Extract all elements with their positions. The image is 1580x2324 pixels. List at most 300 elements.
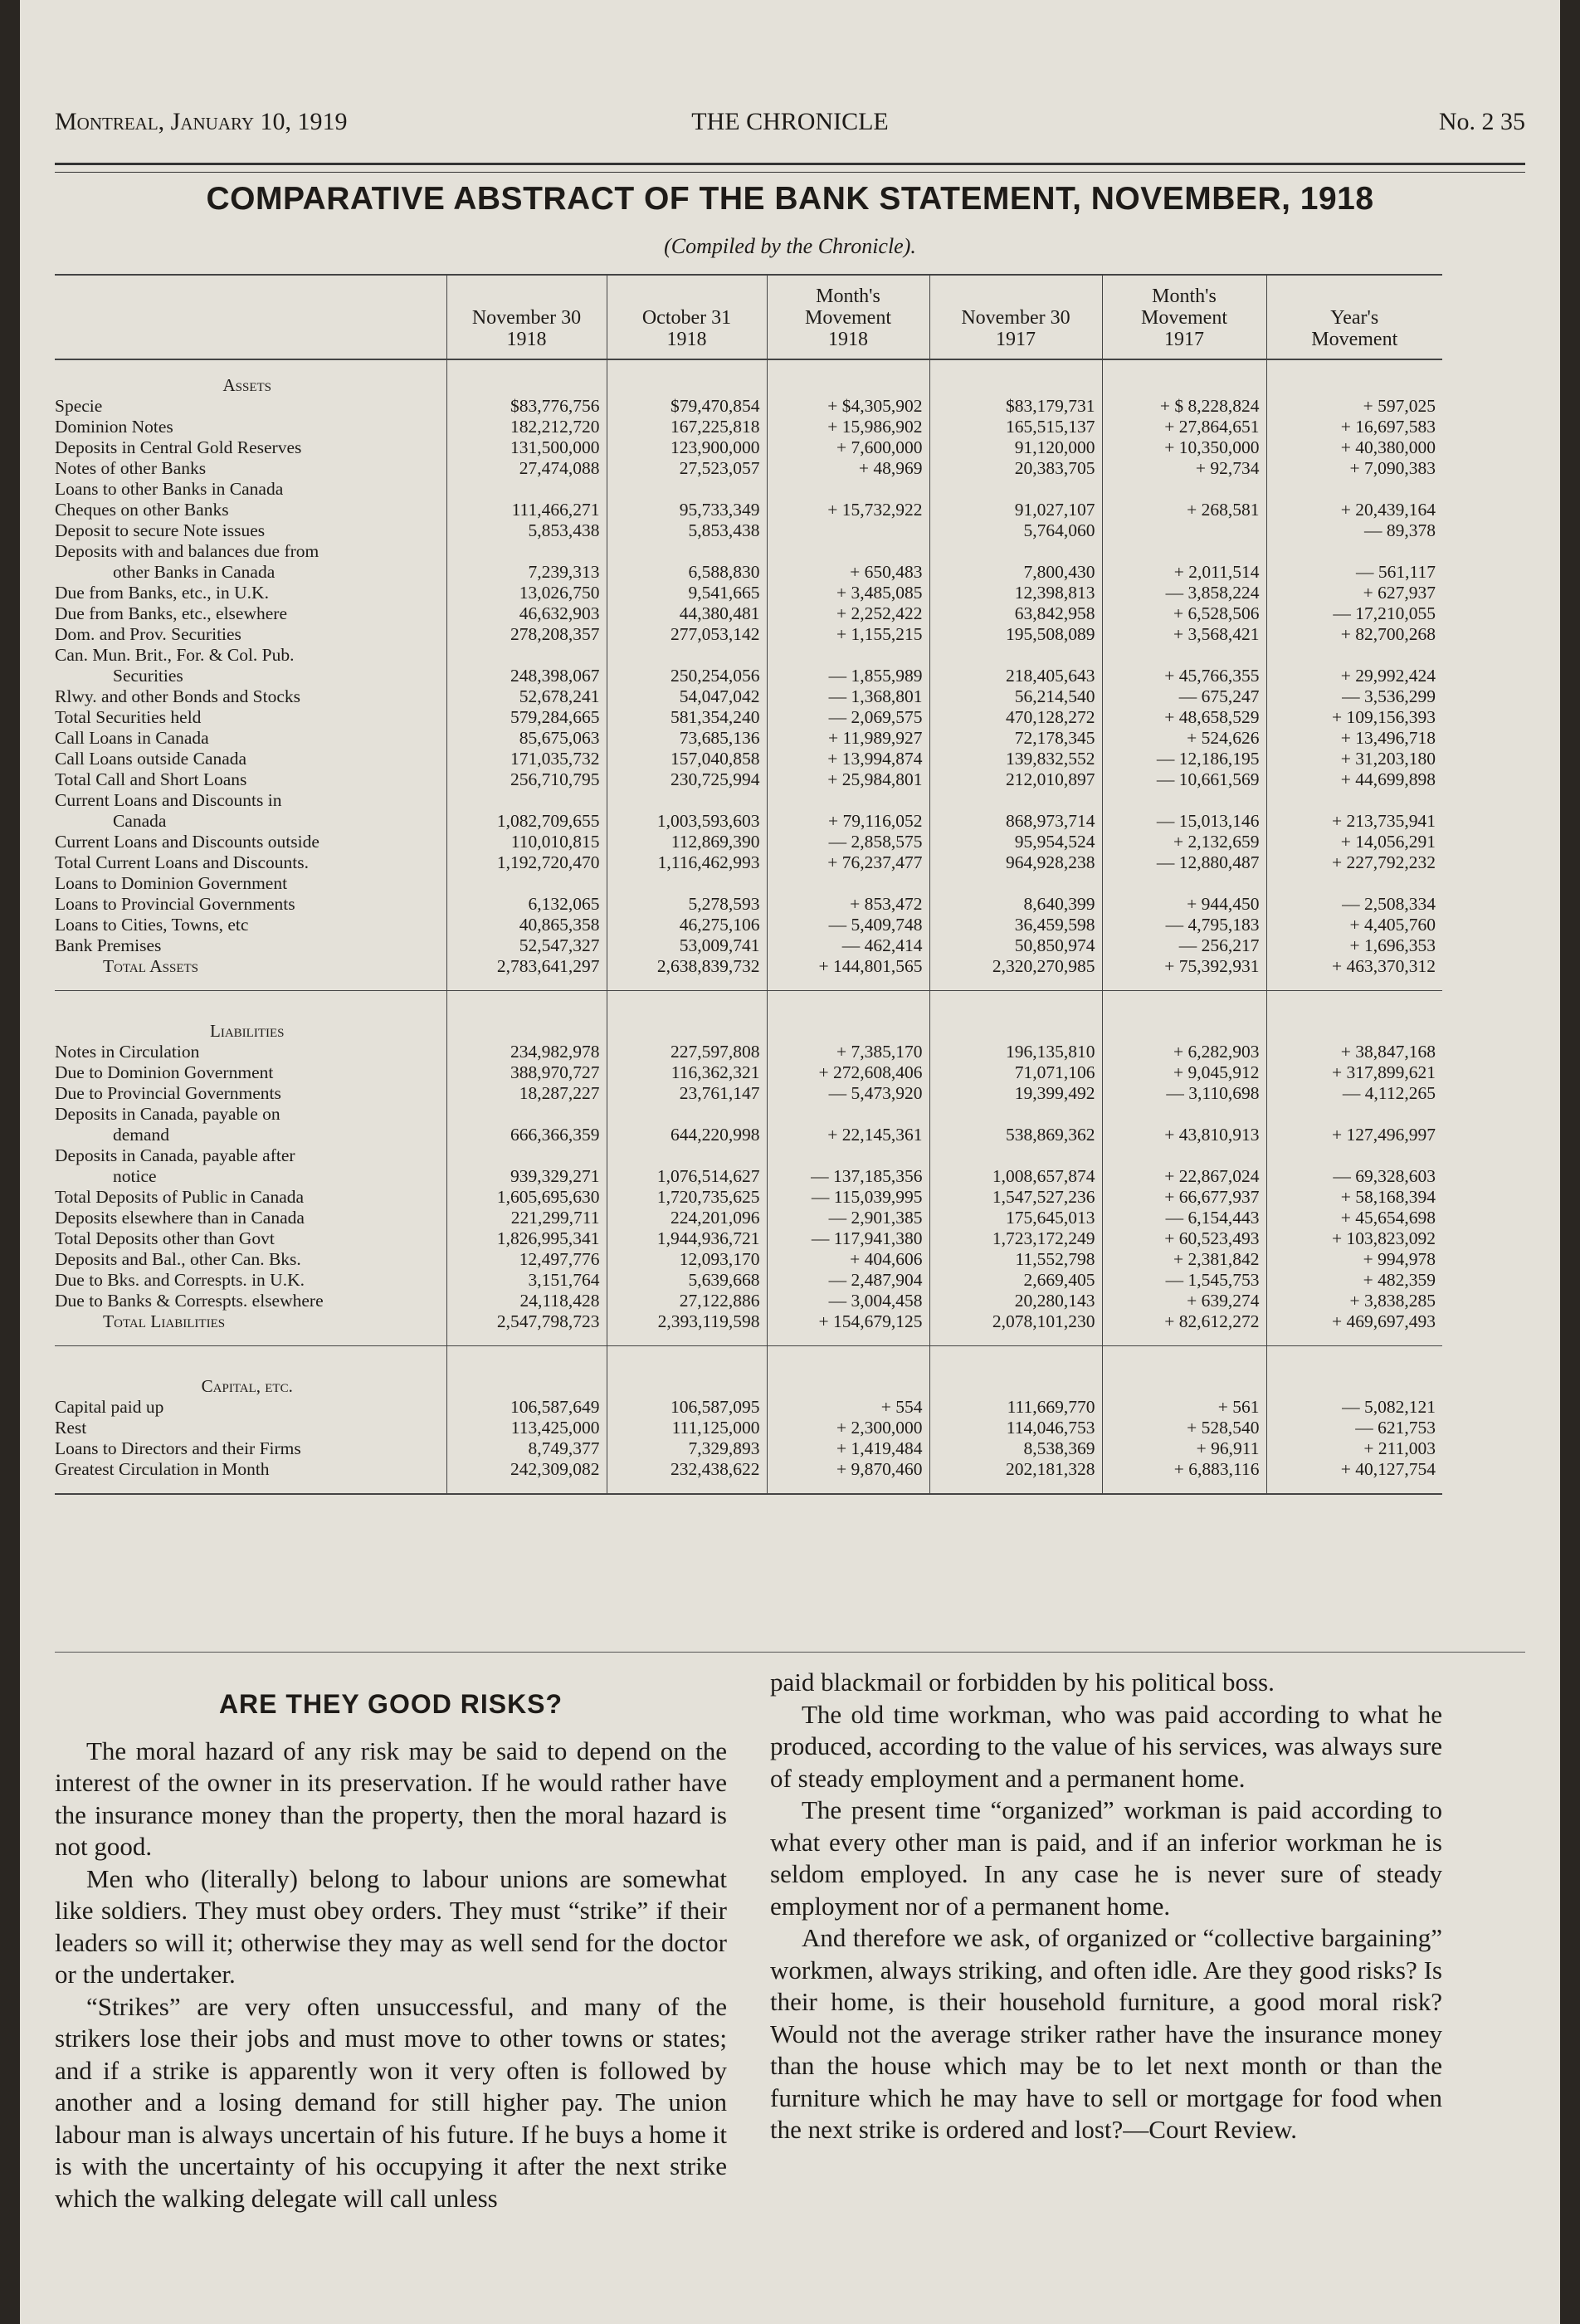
- cell-value: 27,122,886: [607, 1291, 767, 1311]
- cell-value: 40,865,358: [446, 915, 607, 935]
- cell-value: — 2,858,575: [767, 832, 929, 852]
- table-row: [55, 1397, 1442, 1418]
- cell-value: 111,466,271: [446, 500, 607, 520]
- cell-value: — 3,110,698: [1102, 1083, 1266, 1104]
- table-row: [55, 769, 1442, 790]
- row-label: Loans to Dominion Government: [55, 873, 288, 893]
- table-row: [55, 1062, 1442, 1083]
- article-separator-rule: [55, 1652, 1525, 1653]
- cell-value: — 462,414: [767, 935, 929, 956]
- row-label: Notes in Circulation: [55, 1042, 200, 1062]
- cell-value: [446, 479, 607, 500]
- row-label: Loans to Provincial Governments: [55, 894, 295, 914]
- cell-value: [446, 1145, 607, 1166]
- row-label: Deposits in Canada, payable after: [55, 1145, 295, 1165]
- cell-value: 5,853,438: [446, 520, 607, 541]
- cell-value: [607, 1104, 767, 1125]
- cell-value: 85,675,063: [446, 728, 607, 749]
- table-row: [55, 832, 1442, 852]
- row-label: other Banks in Canada: [113, 562, 276, 582]
- cell-value: [1102, 1145, 1266, 1166]
- table-row: [55, 1208, 1442, 1228]
- table-row: [55, 645, 1442, 666]
- cell-value: — 1,855,989: [767, 666, 929, 686]
- cell-value: 46,632,903: [446, 603, 607, 624]
- running-head: [55, 101, 1525, 144]
- row-label: Total Liabilities: [103, 1311, 226, 1331]
- table-header-row: [55, 275, 1442, 359]
- cell-value: 95,733,349: [607, 500, 767, 520]
- cell-value: 131,500,000: [446, 437, 607, 458]
- cell-value: [767, 873, 929, 894]
- cell-value: — 10,661,569: [1102, 769, 1266, 790]
- row-label: Call Loans in Canada: [55, 728, 209, 748]
- table-row: [55, 1291, 1442, 1311]
- cell-value: 139,832,552: [929, 749, 1102, 769]
- table-row: [55, 458, 1442, 479]
- cell-value: 24,118,428: [446, 1291, 607, 1311]
- cell-value: 50,850,974: [929, 935, 1102, 956]
- cell-value: 1,723,172,249: [929, 1228, 1102, 1249]
- cell-value: — 1,545,753: [1102, 1270, 1266, 1291]
- table-row: [55, 520, 1442, 541]
- cell-value: 579,284,665: [446, 707, 607, 728]
- cell-value: 72,178,345: [929, 728, 1102, 749]
- cell-value: 91,120,000: [929, 437, 1102, 458]
- cell-value: + 6,883,116: [1102, 1459, 1266, 1494]
- row-label: Due to Provincial Governments: [55, 1083, 281, 1103]
- row-label: Bank Premises: [55, 935, 162, 955]
- row-label: Cheques on other Banks: [55, 500, 229, 520]
- cell-value: + 144,801,565: [767, 956, 929, 991]
- cell-value: + 7,600,000: [767, 437, 929, 458]
- cell-value: — 256,217: [1102, 935, 1266, 956]
- cell-value: [1102, 479, 1266, 500]
- cell-value: [607, 790, 767, 811]
- cell-value: 230,725,994: [607, 769, 767, 790]
- cell-value: [1102, 541, 1266, 562]
- cell-value: + 25,984,801: [767, 769, 929, 790]
- cell-value: 250,254,056: [607, 666, 767, 686]
- cell-value: 12,398,813: [929, 583, 1102, 603]
- cell-value: 171,035,732: [446, 749, 607, 769]
- cell-value: — 675,247: [1102, 686, 1266, 707]
- cell-value: [446, 541, 607, 562]
- cell-value: + 60,523,493: [1102, 1228, 1266, 1249]
- cell-value: 227,597,808: [607, 1042, 767, 1062]
- row-label: Call Loans outside Canada: [55, 749, 247, 769]
- row-label: Deposits elsewhere than in Canada: [55, 1208, 305, 1228]
- cell-value: 7,800,430: [929, 562, 1102, 583]
- cell-value: + 15,732,922: [767, 500, 929, 520]
- cell-value: + 75,392,931: [1102, 956, 1266, 991]
- row-label: Total Current Loans and Discounts.: [55, 852, 310, 872]
- running-head-dateline: Montreal, January 10, 1919: [55, 108, 348, 135]
- article-left-column: [55, 1667, 727, 2214]
- cell-value: 110,010,815: [446, 832, 607, 852]
- cell-value: — 3,004,458: [767, 1291, 929, 1311]
- cell-value: [929, 541, 1102, 562]
- table-row: [55, 915, 1442, 935]
- cell-value: 234,982,978: [446, 1042, 607, 1062]
- cell-value: [767, 1145, 929, 1166]
- cell-value: [1266, 1145, 1442, 1166]
- cell-value: + 2,252,422: [767, 603, 929, 624]
- cell-value: — 6,154,443: [1102, 1208, 1266, 1228]
- cell-value: + 3,838,285: [1266, 1291, 1442, 1311]
- cell-value: 114,046,753: [929, 1418, 1102, 1438]
- cell-value: + 639,274: [1102, 1291, 1266, 1311]
- table-row: [55, 1166, 1442, 1187]
- table-row: [55, 437, 1442, 458]
- cell-value: 106,587,095: [607, 1397, 767, 1418]
- article-paragraph: “Strikes” are very often unsuccessful, and many of the strikers lose their jobs and must move to other towns or states; and if a strike is apparently won it very often is followed by another and a losing demand for still higher pay. The union labour man is always uncertain of his future. If he buys a home it is with the uncertainty of his occupying it after the next strike which the walking delegate will call unless: [55, 1991, 727, 2213]
- cell-value: + 103,823,092: [1266, 1228, 1442, 1249]
- table-row: [55, 666, 1442, 686]
- cell-value: 5,764,060: [929, 520, 1102, 541]
- row-label: demand: [113, 1125, 170, 1145]
- cell-value: 202,181,328: [929, 1459, 1102, 1494]
- article-paragraph: The present time “organized” workman is paid according to what every other man is paid, and if an inferior workman he is seldom employed. In any case he is never sure of steady employment nor of a permanent home.: [770, 1795, 1442, 1921]
- cell-value: 277,053,142: [607, 624, 767, 645]
- cell-value: [607, 645, 767, 666]
- row-label: Due to Bks. and Correspts. in U.K.: [55, 1270, 305, 1290]
- cell-value: [767, 520, 929, 541]
- column-header: Month's Movement 1917: [1102, 275, 1266, 359]
- cell-value: 36,459,598: [929, 915, 1102, 935]
- table-row: [55, 935, 1442, 956]
- cell-value: + 211,003: [1266, 1438, 1442, 1459]
- cell-value: — 4,795,183: [1102, 915, 1266, 935]
- cell-value: 53,009,741: [607, 935, 767, 956]
- article-paragraph: The moral hazard of any risk may be said to depend on the interest of the owner in its preservation. If he would rather have the insurance money than the property, then the moral hazard is not good.: [55, 1736, 727, 1861]
- cell-value: + 15,986,902: [767, 417, 929, 437]
- cell-value: + 528,540: [1102, 1418, 1266, 1438]
- cell-value: + 40,127,754: [1266, 1459, 1442, 1494]
- table-row: [55, 562, 1442, 583]
- row-label: Current Loans and Discounts in: [55, 790, 282, 810]
- cell-value: [929, 479, 1102, 500]
- cell-value: + 6,528,506: [1102, 603, 1266, 624]
- cell-value: 111,669,770: [929, 1397, 1102, 1418]
- table-row: [55, 873, 1442, 894]
- cell-value: 56,214,540: [929, 686, 1102, 707]
- cell-value: [446, 645, 607, 666]
- cell-value: — 621,753: [1266, 1418, 1442, 1438]
- cell-value: + 40,380,000: [1266, 437, 1442, 458]
- table-row: [55, 417, 1442, 437]
- cell-value: + 22,867,024: [1102, 1166, 1266, 1187]
- cell-value: 27,523,057: [607, 458, 767, 479]
- cell-value: 73,685,136: [607, 728, 767, 749]
- cell-value: + 9,870,460: [767, 1459, 929, 1494]
- cell-value: 106,587,649: [446, 1397, 607, 1418]
- row-label: Dom. and Prov. Securities: [55, 624, 241, 644]
- cell-value: + 482,359: [1266, 1270, 1442, 1291]
- cell-value: 123,900,000: [607, 437, 767, 458]
- cell-value: 212,010,897: [929, 769, 1102, 790]
- cell-value: [929, 1104, 1102, 1125]
- cell-value: + 404,606: [767, 1249, 929, 1270]
- cell-value: 175,645,013: [929, 1208, 1102, 1228]
- row-label: Due to Banks & Correspts. elsewhere: [55, 1291, 324, 1311]
- article-title: ARE THEY GOOD RISKS?: [218, 1689, 563, 1719]
- cell-value: + 6,282,903: [1102, 1042, 1266, 1062]
- table-row: [55, 1042, 1442, 1062]
- cell-value: + 14,056,291: [1266, 832, 1442, 852]
- cell-value: 7,239,313: [446, 562, 607, 583]
- cell-value: [1266, 873, 1442, 894]
- table-row: [55, 1249, 1442, 1270]
- cell-value: — 69,328,603: [1266, 1166, 1442, 1187]
- cell-value: 44,380,481: [607, 603, 767, 624]
- cell-value: 644,220,998: [607, 1125, 767, 1145]
- cell-value: + 227,792,232: [1266, 852, 1442, 873]
- cell-value: + 27,864,651: [1102, 417, 1266, 437]
- cell-value: 248,398,067: [446, 666, 607, 686]
- cell-value: — 5,082,121: [1266, 1397, 1442, 1418]
- section-heading: Liabilities: [210, 1021, 285, 1041]
- section-heading-row: [55, 1006, 1442, 1042]
- row-label: Total Deposits of Public in Canada: [55, 1187, 305, 1207]
- table-row: [55, 852, 1442, 873]
- cell-value: + 1,419,484: [767, 1438, 929, 1459]
- cell-value: [607, 873, 767, 894]
- cell-value: + 127,496,997: [1266, 1125, 1442, 1145]
- cell-value: + 2,300,000: [767, 1418, 929, 1438]
- cell-value: — 2,069,575: [767, 707, 929, 728]
- cell-value: [929, 790, 1102, 811]
- cell-value: 63,842,958: [929, 603, 1102, 624]
- cell-value: 964,928,238: [929, 852, 1102, 873]
- cell-value: + 627,937: [1266, 583, 1442, 603]
- section-heading: Assets: [222, 375, 272, 395]
- table-row: [55, 1311, 1442, 1346]
- cell-value: — 89,378: [1266, 520, 1442, 541]
- cell-value: + 79,116,052: [767, 811, 929, 832]
- cell-value: [1266, 790, 1442, 811]
- cell-value: 581,354,240: [607, 707, 767, 728]
- cell-value: — 5,473,920: [767, 1083, 929, 1104]
- cell-value: + 82,700,268: [1266, 624, 1442, 645]
- cell-value: 165,515,137: [929, 417, 1102, 437]
- column-header: November 30 1918: [446, 275, 607, 359]
- table-row: [55, 811, 1442, 832]
- cell-value: + 7,385,170: [767, 1042, 929, 1062]
- cell-value: 1,082,709,655: [446, 811, 607, 832]
- cell-value: + 597,025: [1266, 396, 1442, 417]
- cell-value: + 48,969: [767, 458, 929, 479]
- row-label: Current Loans and Discounts outside: [55, 832, 319, 852]
- row-label: Due from Banks, etc., in U.K.: [55, 583, 269, 603]
- cell-value: 2,078,101,230: [929, 1311, 1102, 1346]
- cell-value: + 31,203,180: [1266, 749, 1442, 769]
- cell-value: — 115,039,995: [767, 1187, 929, 1208]
- article-paragraph: The old time workman, who was paid according to what he produced, according to the value of his services, was always sure of steady employment and a permanent home.: [770, 1699, 1442, 1793]
- cell-value: 232,438,622: [607, 1459, 767, 1494]
- row-label: Can. Mun. Brit., For. & Col. Pub.: [55, 645, 295, 665]
- cell-value: 8,640,399: [929, 894, 1102, 915]
- bank-statement-table-wrap: [55, 274, 1442, 1495]
- table-row: [55, 956, 1442, 991]
- cell-value: 224,201,096: [607, 1208, 767, 1228]
- cell-value: [1102, 645, 1266, 666]
- cell-value: 52,678,241: [446, 686, 607, 707]
- cell-value: 278,208,357: [446, 624, 607, 645]
- cell-value: + 109,156,393: [1266, 707, 1442, 728]
- column-header: Month's Movement 1918: [767, 275, 929, 359]
- column-header: November 30 1917: [929, 275, 1102, 359]
- cell-value: 20,280,143: [929, 1291, 1102, 1311]
- cell-value: [1266, 645, 1442, 666]
- cell-value: [929, 1145, 1102, 1166]
- cell-value: + $ 8,228,824: [1102, 396, 1266, 417]
- header-double-rule: [55, 163, 1525, 173]
- cell-value: + 38,847,168: [1266, 1042, 1442, 1062]
- row-label: Rlwy. and other Bonds and Stocks: [55, 686, 301, 706]
- cell-value: + 2,011,514: [1102, 562, 1266, 583]
- cell-value: 5,639,668: [607, 1270, 767, 1291]
- column-header: October 31 1918: [607, 275, 767, 359]
- row-label: notice: [113, 1166, 157, 1186]
- row-label: Deposits in Canada, payable on: [55, 1104, 280, 1124]
- article-paragraph: Men who (literally) belong to labour unions are somewhat like soldiers. They must obey orders. They must “strike” if their leaders so will it; otherwise they may as well send for the doctor or the undertaker.: [55, 1863, 727, 1989]
- table-row: [55, 1228, 1442, 1249]
- cell-value: + 463,370,312: [1266, 956, 1442, 991]
- cell-value: + 11,989,927: [767, 728, 929, 749]
- cell-value: 1,720,735,625: [607, 1187, 767, 1208]
- cell-value: 52,547,327: [446, 935, 607, 956]
- cell-value: 1,547,527,236: [929, 1187, 1102, 1208]
- cell-value: [929, 645, 1102, 666]
- row-label: Dominion Notes: [55, 417, 173, 437]
- cell-value: — 3,536,299: [1266, 686, 1442, 707]
- cell-value: [607, 1145, 767, 1166]
- table-subtitle: (Compiled by the Chronicle).: [664, 234, 916, 258]
- cell-value: 3,151,764: [446, 1270, 607, 1291]
- cell-value: 1,192,720,470: [446, 852, 607, 873]
- column-header: Year's Movement: [1266, 275, 1442, 359]
- cell-value: [446, 1104, 607, 1125]
- cell-value: + 469,697,493: [1266, 1311, 1442, 1346]
- cell-value: + $4,305,902: [767, 396, 929, 417]
- cell-value: + 3,568,421: [1102, 624, 1266, 645]
- table-row: [55, 894, 1442, 915]
- row-label: Total Assets: [103, 956, 198, 976]
- cell-value: + 524,626: [1102, 728, 1266, 749]
- cell-value: + 82,612,272: [1102, 1311, 1266, 1346]
- table-row: [55, 603, 1442, 624]
- cell-value: [446, 790, 607, 811]
- cell-value: — 5,409,748: [767, 915, 929, 935]
- cell-value: 195,508,089: [929, 624, 1102, 645]
- cell-value: + 29,992,424: [1266, 666, 1442, 686]
- row-label: Deposits with and balances due from: [55, 541, 319, 561]
- cell-value: + 944,450: [1102, 894, 1266, 915]
- cell-value: 13,026,750: [446, 583, 607, 603]
- cell-value: + 2,381,842: [1102, 1249, 1266, 1270]
- cell-value: — 2,901,385: [767, 1208, 929, 1228]
- cell-value: [607, 479, 767, 500]
- table-row: [55, 624, 1442, 645]
- cell-value: [1266, 479, 1442, 500]
- cell-value: + 561: [1102, 1397, 1266, 1418]
- cell-value: + 213,735,941: [1266, 811, 1442, 832]
- cell-value: 12,093,170: [607, 1249, 767, 1270]
- row-label: Due to Dominion Government: [55, 1062, 274, 1082]
- cell-value: + 13,994,874: [767, 749, 929, 769]
- header-label-column: [55, 275, 446, 359]
- running-head-page-number: No. 2 35: [1438, 108, 1525, 135]
- table-row: [55, 1145, 1442, 1166]
- cell-value: + 16,697,583: [1266, 417, 1442, 437]
- row-label: Total Call and Short Loans: [55, 769, 247, 789]
- cell-value: 18,287,227: [446, 1083, 607, 1104]
- cell-value: + 22,145,361: [767, 1125, 929, 1145]
- table-row: [55, 707, 1442, 728]
- cell-value: + 4,405,760: [1266, 915, 1442, 935]
- cell-value: + 20,439,164: [1266, 500, 1442, 520]
- cell-value: [607, 541, 767, 562]
- cell-value: — 4,112,265: [1266, 1083, 1442, 1104]
- row-label: Rest: [55, 1418, 87, 1438]
- cell-value: 2,783,641,297: [446, 956, 607, 991]
- row-label: Deposit to secure Note issues: [55, 520, 266, 540]
- cell-value: + 994,978: [1266, 1249, 1442, 1270]
- table-row: [55, 790, 1442, 811]
- cell-value: + 268,581: [1102, 500, 1266, 520]
- row-label: Securities: [113, 666, 183, 686]
- cell-value: 1,944,936,721: [607, 1228, 767, 1249]
- cell-value: 8,538,369: [929, 1438, 1102, 1459]
- cell-value: + 1,696,353: [1266, 935, 1442, 956]
- cell-value: 388,970,727: [446, 1062, 607, 1083]
- cell-value: $83,776,756: [446, 396, 607, 417]
- section-heading-row: [55, 1361, 1442, 1397]
- cell-value: 2,638,839,732: [607, 956, 767, 991]
- cell-value: 2,547,798,723: [446, 1311, 607, 1346]
- cell-value: 9,541,665: [607, 583, 767, 603]
- section-separator: [55, 991, 1442, 1007]
- cell-value: + 554: [767, 1397, 929, 1418]
- cell-value: [767, 479, 929, 500]
- table-row: [55, 1125, 1442, 1145]
- cell-value: [767, 645, 929, 666]
- row-label: Loans to Directors and their Firms: [55, 1438, 301, 1458]
- cell-value: $79,470,854: [607, 396, 767, 417]
- cell-value: 46,275,106: [607, 915, 767, 935]
- cell-value: 1,605,695,630: [446, 1187, 607, 1208]
- cell-value: 116,362,321: [607, 1062, 767, 1083]
- row-label: Loans to other Banks in Canada: [55, 479, 284, 499]
- cell-value: 20,383,705: [929, 458, 1102, 479]
- cell-value: 113,425,000: [446, 1418, 607, 1438]
- table-row: [55, 396, 1442, 417]
- row-label: Total Securities held: [55, 707, 202, 727]
- article-right-column: [770, 1667, 1442, 2146]
- table-row: [55, 1418, 1442, 1438]
- row-label: Capital paid up: [55, 1397, 164, 1417]
- cell-value: + 44,699,898: [1266, 769, 1442, 790]
- running-head-masthead: THE CHRONICLE: [691, 108, 889, 135]
- row-label: Notes of other Banks: [55, 458, 207, 478]
- table-row: [55, 1459, 1442, 1494]
- row-label: Greatest Circulation in Month: [55, 1459, 446, 1494]
- cell-value: 5,278,593: [607, 894, 767, 915]
- cell-value: 2,669,405: [929, 1270, 1102, 1291]
- cell-value: — 15,013,146: [1102, 811, 1266, 832]
- cell-value: — 2,487,904: [767, 1270, 929, 1291]
